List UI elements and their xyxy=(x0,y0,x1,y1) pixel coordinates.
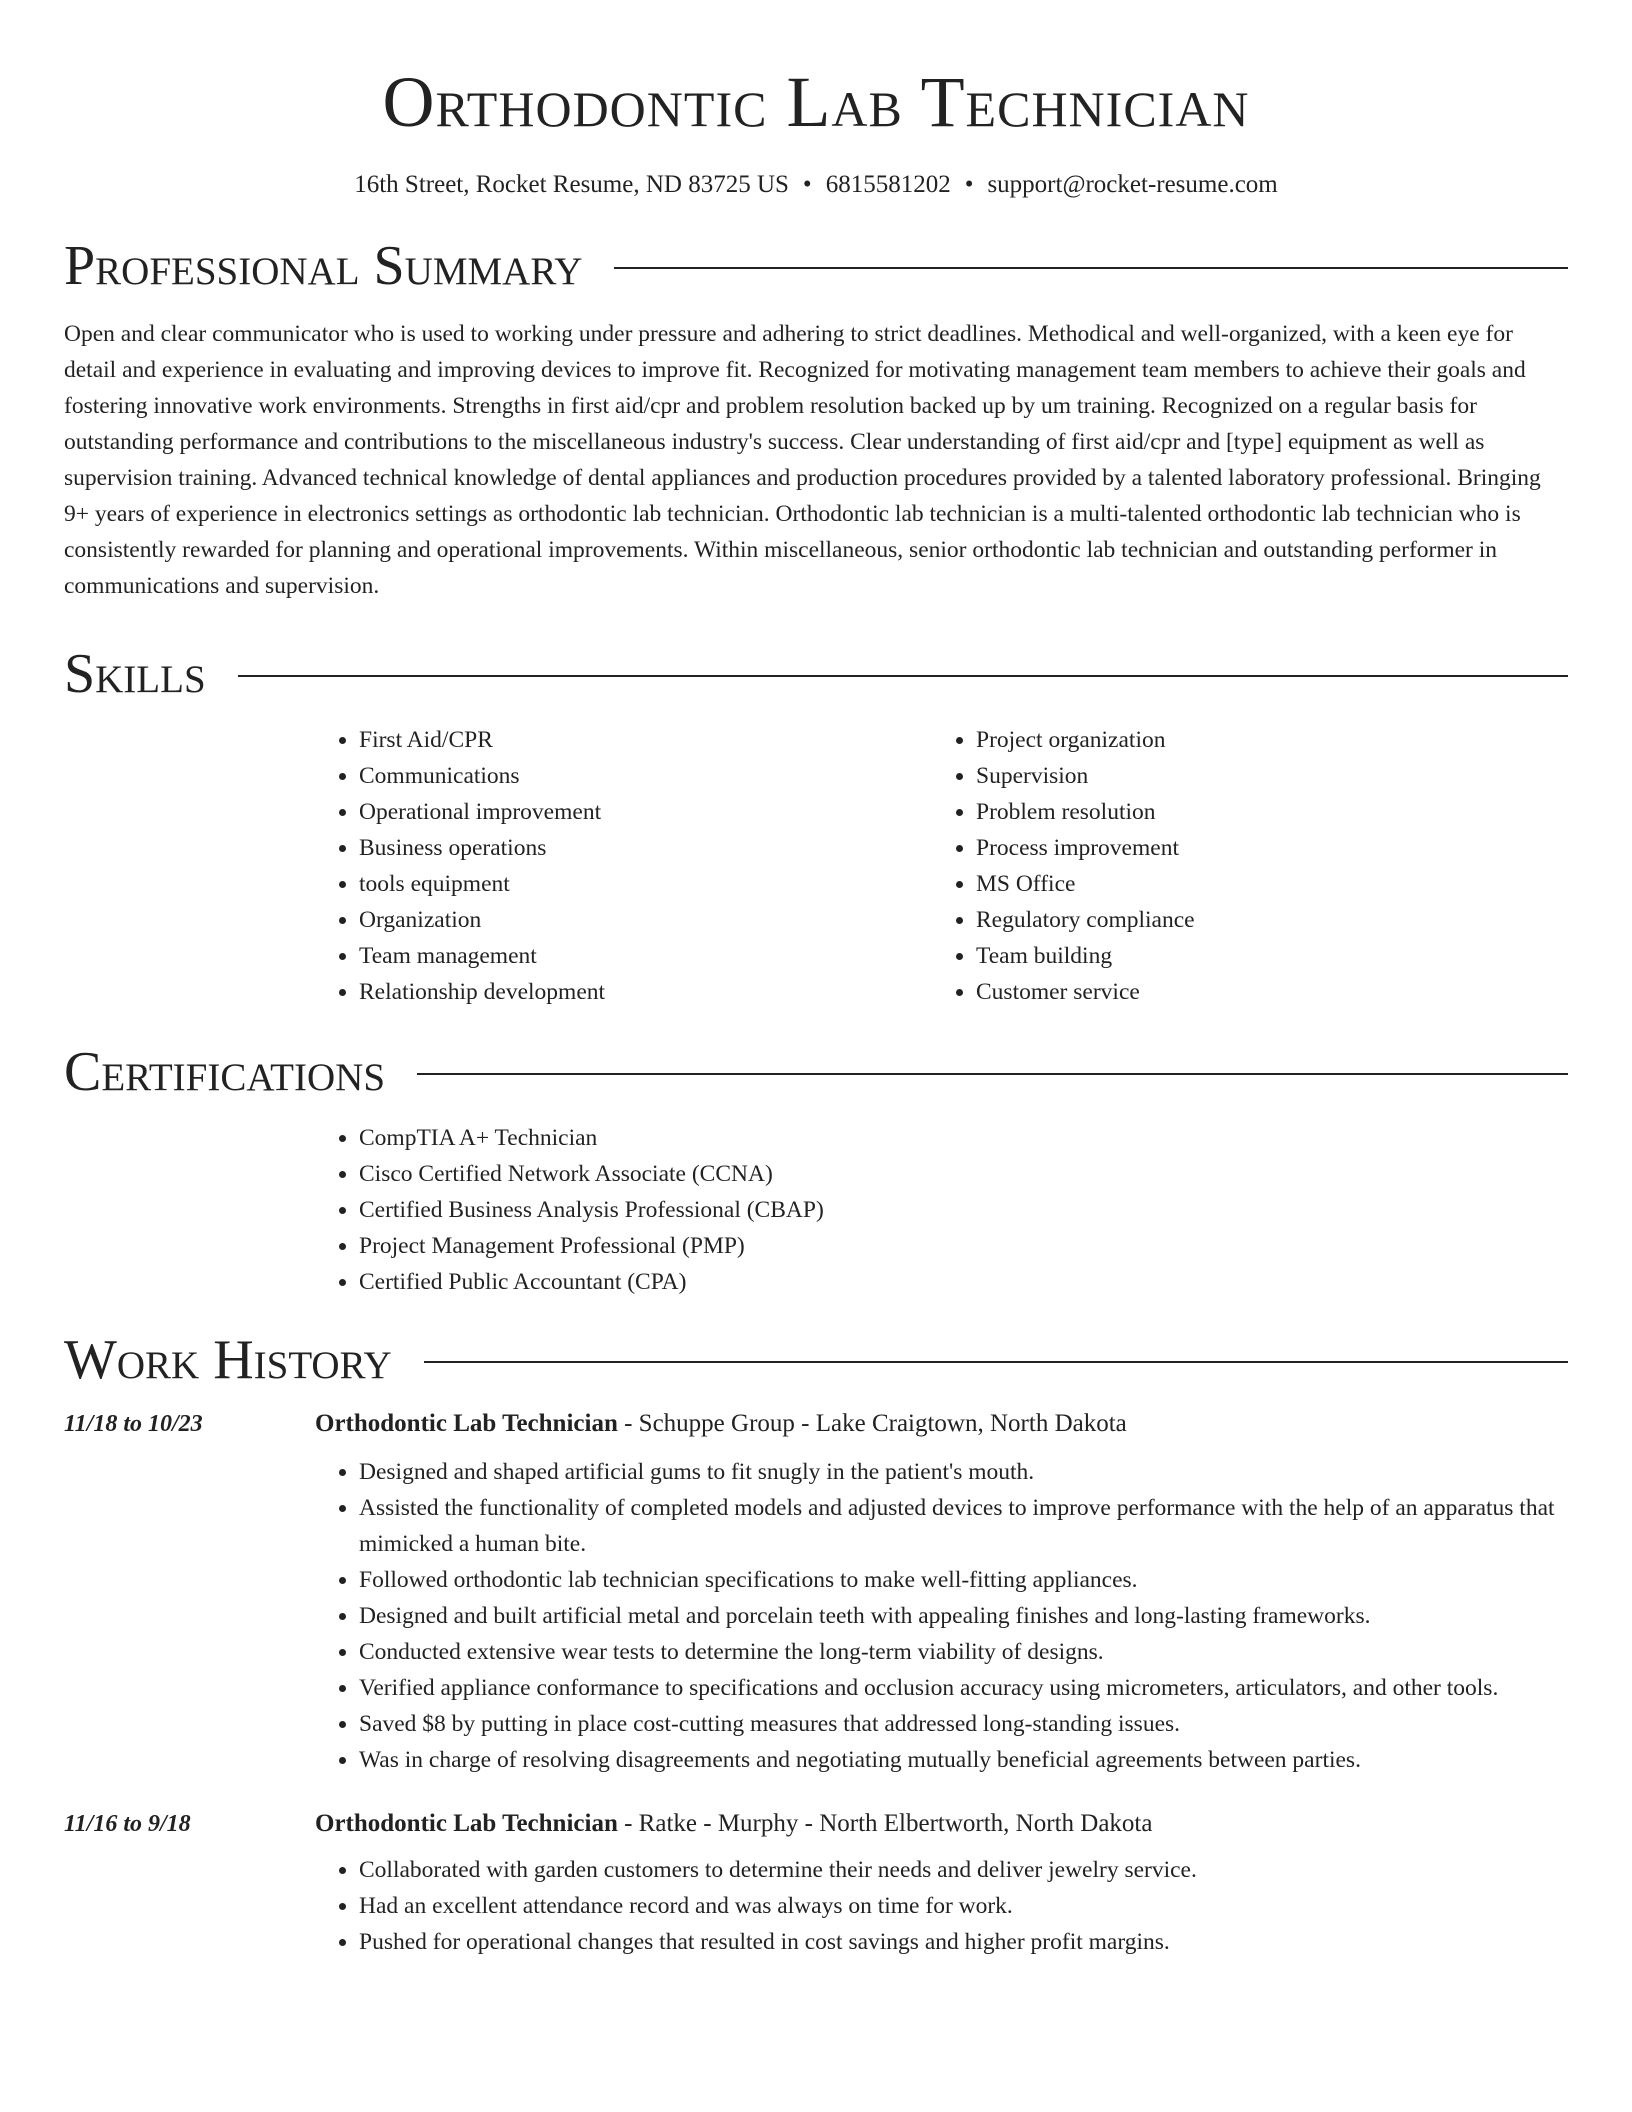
contact-phone: 6815581202 xyxy=(825,171,951,198)
certification-item: • Certified Business Analysis Professional (CBAP) xyxy=(359,1192,1568,1228)
contact-line xyxy=(64,170,1568,200)
job-bullet: • Designed and shaped artificial gums to fit snugly in the patient's mouth. xyxy=(359,1454,1568,1490)
contact-address: 16th Street, Rocket Resume, ND 83725 US xyxy=(354,171,789,198)
skills-section-header xyxy=(64,642,1568,706)
certifications-section-header xyxy=(64,1040,1568,1104)
skill-item: • tools equipment xyxy=(359,866,932,902)
skill-item: • Supervision xyxy=(976,758,1549,794)
summary-heading: Professional Summary xyxy=(64,235,583,297)
certification-item: • Certified Public Accountant (CPA) xyxy=(359,1264,1568,1300)
job-title-line xyxy=(315,1810,1152,1838)
certifications-heading: Certifications xyxy=(64,1041,386,1103)
job-employer-location: - Schuppe Group - Lake Craigtown, North Dakota xyxy=(617,1410,1127,1437)
job-employer-location: - Ratke - Murphy - North Elbertworth, North Dakota xyxy=(617,1810,1153,1837)
job-bullet: • Conducted extensive wear tests to determine the long-term viability of designs. xyxy=(359,1634,1568,1670)
skill-item: • Communications xyxy=(359,758,932,794)
job-bullets xyxy=(315,1852,1568,1960)
skill-item: • Team building xyxy=(976,938,1549,974)
bullet-separator: • xyxy=(964,171,974,198)
skill-item: • First Aid/CPR xyxy=(359,722,932,758)
skill-item: • Business operations xyxy=(359,830,932,866)
job-dates: 11/16 to 9/18 xyxy=(64,1811,191,1837)
skill-item: • Process improvement xyxy=(976,830,1549,866)
skill-item: • Relationship development xyxy=(359,974,932,1010)
skill-item: • Project organization xyxy=(976,722,1549,758)
certification-item: • CompTIA A+ Technician xyxy=(359,1120,1568,1156)
work-history-section-header xyxy=(64,1328,1568,1392)
work-history-heading: Work History xyxy=(64,1329,392,1391)
job-bullet: • Pushed for operational changes that resulted in cost savings and higher profit margins. xyxy=(359,1924,1568,1960)
job-entry xyxy=(64,1410,1568,1778)
job-entry xyxy=(64,1810,1568,1960)
contact-email: support@rocket-resume.com xyxy=(987,171,1278,198)
skill-item: • Customer service xyxy=(976,974,1549,1010)
job-header xyxy=(64,1410,1568,1438)
certification-item: • Cisco Certified Network Associate (CCNA) xyxy=(359,1156,1568,1192)
job-bullet: • Followed orthodontic lab technician specifications to make well-fitting appliances. xyxy=(359,1562,1568,1598)
summary-section-header xyxy=(64,234,1568,298)
skill-item: • Regulatory compliance xyxy=(976,902,1549,938)
certification-item: • Project Management Professional (PMP) xyxy=(359,1228,1568,1264)
candidate-name: Orthodontic Lab Technician xyxy=(382,62,1250,142)
job-title: Orthodontic Lab Technician xyxy=(315,1810,618,1837)
skill-item: • Organization xyxy=(359,902,932,938)
skills-heading: Skills xyxy=(64,643,206,705)
job-dates: 11/18 to 10/23 xyxy=(64,1411,203,1437)
section-divider xyxy=(424,1361,1568,1363)
section-divider xyxy=(417,1073,1568,1075)
summary-text: Open and clear communicator who is used to working under pressure and adhering to strict deadlines. Methodical and well-organized, with a keen eye for detail and experience in evaluating and improving devices to improve fit. Recognized for motivating management team members to achieve their goals and fostering innovative work environments. Strengths in first aid/cpr and problem resolution backed up by um training. Recognized on a regular basis for outstanding performance and contributions to the miscellaneous industry's success. Clear understanding of first aid/cpr and [type] equipment as well as supervision training. Advanced technical knowledge of dental appliances and production procedures provided by a talented laboratory professional. Bringing 9+ years of experience in electronics settings as orthodontic lab technician. Orthodontic lab technician is a multi-talented orthodontic lab technician who is consistently rewarded for planning and operational improvements. Within miscellaneous, senior orthodontic lab technician and outstanding performer in communications and supervision. xyxy=(64,321,1541,599)
skill-item: • Problem resolution xyxy=(976,794,1549,830)
job-title-line xyxy=(315,1410,1127,1438)
skills-grid xyxy=(315,722,1568,1010)
job-title: Orthodontic Lab Technician xyxy=(315,1410,618,1437)
job-header xyxy=(64,1810,1568,1838)
skills-list-right xyxy=(932,722,1549,1010)
skill-item: • Operational improvement xyxy=(359,794,932,830)
skill-item: • Team management xyxy=(359,938,932,974)
skills-list-left xyxy=(315,722,932,1010)
bullet-separator: • xyxy=(802,171,812,198)
section-divider xyxy=(614,267,1568,269)
job-bullet: • Collaborated with garden customers to determine their needs and deliver jewelry service. xyxy=(359,1852,1568,1888)
certifications-list xyxy=(315,1120,1568,1300)
job-bullet: • Assisted the functionality of completed models and adjusted devices to improve performance with the help of an apparatus that mimicked a human bite. xyxy=(359,1490,1568,1562)
job-bullet: • Designed and built artificial metal and porcelain teeth with appealing finishes and long-lasting frameworks. xyxy=(359,1598,1568,1634)
job-bullet: • Had an excellent attendance record and was always on time for work. xyxy=(359,1888,1568,1924)
job-bullet: • Saved $8 by putting in place cost-cutting measures that addressed long-standing issues. xyxy=(359,1706,1568,1742)
skill-item: • MS Office xyxy=(976,866,1549,902)
job-bullet: • Was in charge of resolving disagreements and negotiating mutually beneficial agreements between parties. xyxy=(359,1742,1568,1778)
section-divider xyxy=(238,675,1568,677)
job-bullet: • Verified appliance conformance to specifications and occlusion accuracy using micrometers, articulators, and other tools. xyxy=(359,1670,1568,1706)
job-bullets xyxy=(315,1454,1568,1778)
